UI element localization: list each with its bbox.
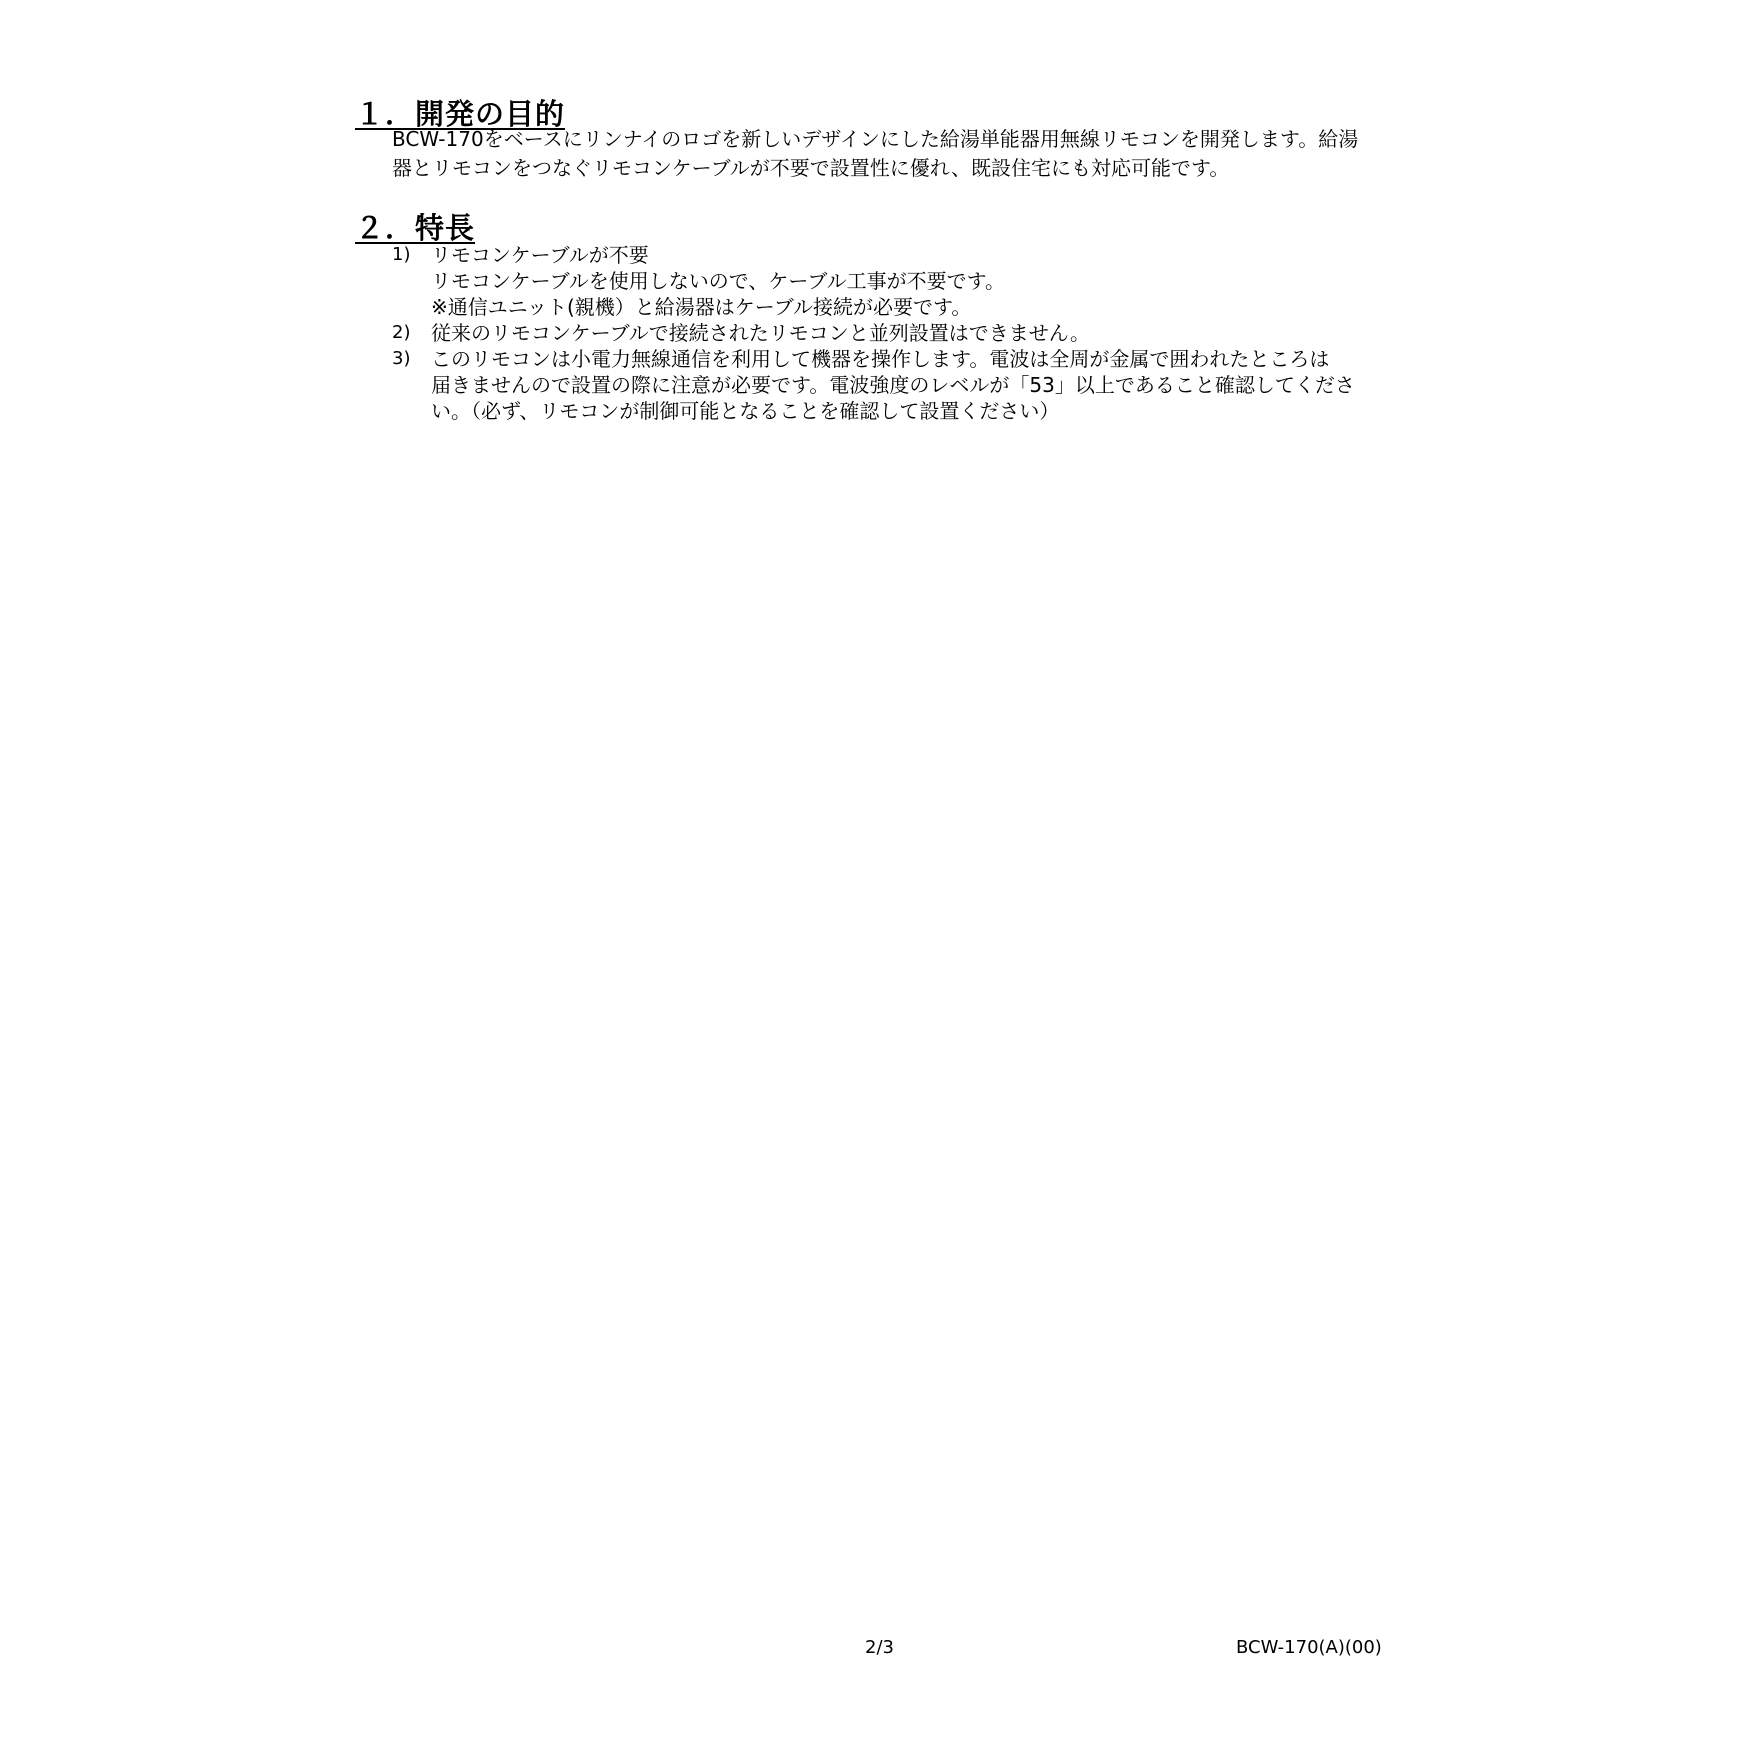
feature-item-3-number: 3) bbox=[392, 348, 411, 369]
feature-item-2-number: 2) bbox=[392, 322, 411, 343]
feature-item-1-line-3: ※通信ユニット(親機）と給湯器はケーブル接続が必要です。 bbox=[431, 295, 972, 319]
feature-item-2-line-1: 従来のリモコンケーブルで接続されたリモコンと並列設置はできません。 bbox=[431, 321, 1090, 345]
feature-item-1-line-2: リモコンケーブルを使用しないので、ケーブル工事が不要です。 bbox=[431, 269, 1005, 293]
feature-item-3-line-3: い。（必ず、リモコンが制御可能となることを確認して設置ください） bbox=[431, 399, 1060, 423]
purpose-line-1: BCW-170をベースにリンナイのロゴを新しいデザインにした給湯単能器用無線リモコンを開発します。給湯 bbox=[392, 127, 1359, 151]
feature-item-1-line-1: リモコンケーブルが不要 bbox=[431, 243, 649, 267]
section-heading-purpose: １．開発の目的 bbox=[355, 97, 566, 131]
feature-item-3-line-2: 届きませんので設置の際に注意が必要です。電波強度のレベルが「53」以上であること確認してくださ bbox=[431, 373, 1355, 397]
page-number: 2/3 bbox=[865, 1637, 894, 1658]
feature-item-1-number: 1) bbox=[392, 244, 411, 265]
section-heading-features: ２．特長 bbox=[355, 211, 476, 245]
document-id: BCW-170(A)(00) bbox=[1236, 1637, 1382, 1658]
feature-item-3-line-1: このリモコンは小電力無線通信を利用して機器を操作します。電波は全周が金属で囲われたところは bbox=[431, 347, 1330, 371]
purpose-line-2: 器とリモコンをつなぐリモコンケーブルが不要で設置性に優れ、既設住宅にも対応可能です。 bbox=[392, 156, 1230, 180]
